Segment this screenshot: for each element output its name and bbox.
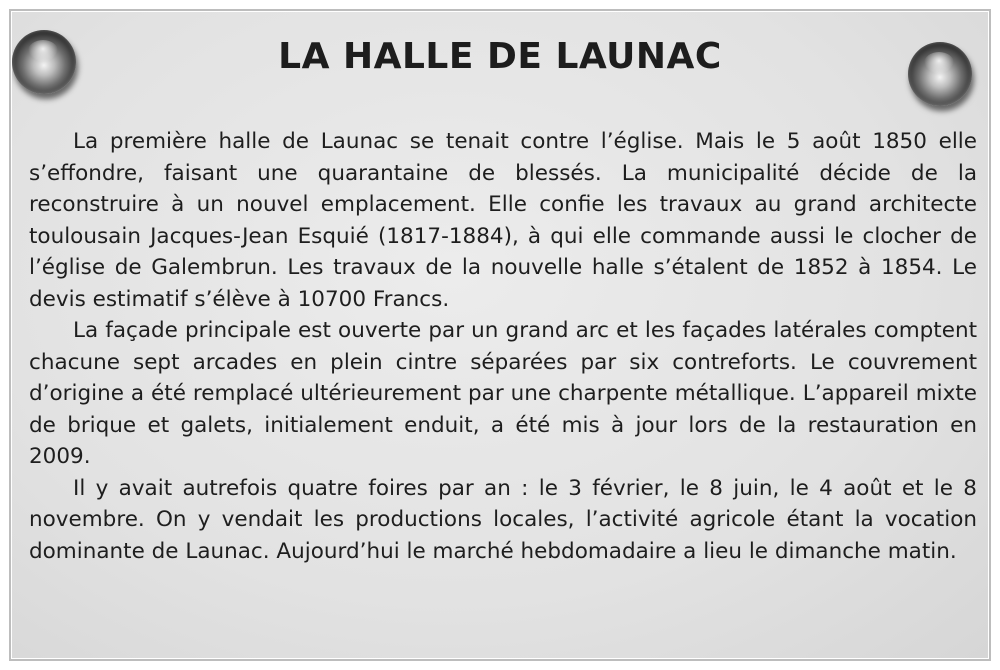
plaque-body [29, 126, 977, 567]
plaque-title: LA HALLE DE LAUNAC [278, 36, 722, 77]
information-plaque [12, 12, 988, 658]
paragraph-history: La première halle de Launac se tenait contre l’église. Mais le 5 août 1850 elle s’effondre, faisant une quarantaine de blessés. La municipalité décide de la reconstruire à un nouvel emplacement. Elle confie les travaux au grand architecte toulousain Jacques-Jean Esquié (1817-1884), à qui elle commande aussi le clocher de l’église de Galembrun. Les travaux de la nouvelle halle s’étalent de 1852 à 1854. Le devis estimatif s’élève à 10700 Francs. [29, 129, 977, 312]
paragraph-fairs: Il y avait autrefois quatre foires par an : le 3 février, le 8 juin, le 4 août et le 8 novembre. On y vendait les productions locales, l’activité agricole étant la vocation dominante de Launac. Aujourd’hui le marché hebdomadaire a lieu le dimanche matin. [29, 475, 977, 564]
paragraph-architecture: La façade principale est ouverte par un grand arc et les façades latérales comptent chacune sept arcades en plein cintre séparées par six contreforts. Le couvrement d’origine a été remplacé ultérieurement par une charpente métallique. L’appareil mixte de brique et galets, initialement enduit, a été mis à jour lors de la restauration en 2009. [29, 318, 977, 469]
